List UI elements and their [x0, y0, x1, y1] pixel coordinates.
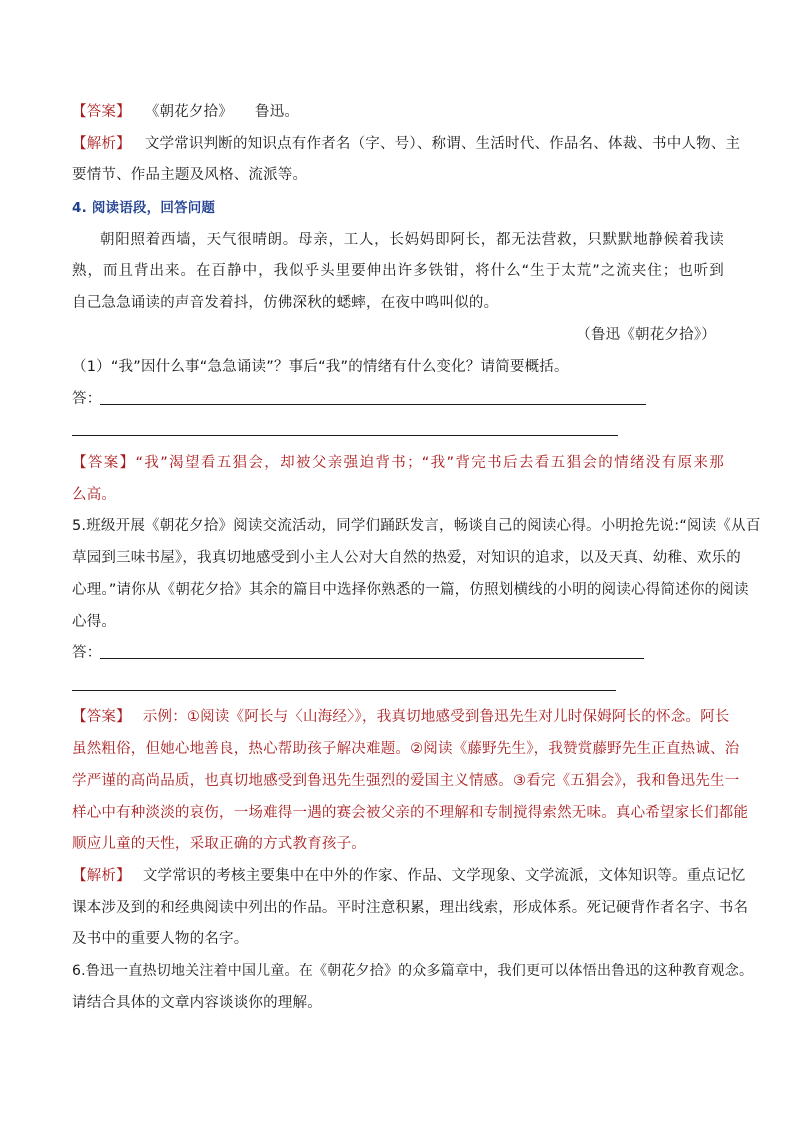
q4-answer-line-2[interactable]: [72, 435, 618, 436]
q5-answer-row-2: 虽然粗俗，但她心地善良，热心帮助孩子解决难题。②阅读《藤野先生》，我赞赏藤野先生正直热诚、治: [72, 741, 740, 757]
q5-question-line-3: 心理。”请你从《朝花夕拾》其余的篇目中选择你熟悉的一篇，仿照划横线的小明的阅读心得简述你的阅读: [72, 582, 749, 598]
q3-analysis-tag: 【解析】: [72, 136, 131, 152]
q4-answer-row-2: 么高。: [72, 487, 117, 503]
q4-answer-label: 答：: [72, 391, 102, 407]
q5-answer-row-4: 样心中有种淡淡的哀伤，一场难得一遇的赛会被父亲的不理解和专制搅得索然无味。真心希望家长们都能: [72, 805, 749, 821]
q4-heading: 4. 阅读语段，回答问题: [72, 200, 216, 216]
q5-answer-line-2[interactable]: [72, 690, 616, 691]
q4-answer-text-1: “我”渴望看五猖会，却被父亲强迫背书；“我”背完书后去看五猖会的情绪没有原来那: [135, 455, 724, 471]
q4-answer-row-1: [72, 453, 724, 473]
q4-passage-line-3: 自己急急诵读的声音发着抖，仿佛深秋的蟋蟀，在夜中鸣叫似的。: [72, 295, 499, 311]
q5-answer-tag: 【答案】: [72, 709, 131, 725]
q4-passage-line-2: 熟，而且背出来。在百静中，我似乎头里要伸出许多铁钳，将什么“生于太荒”之流夹住；也听到: [72, 263, 724, 279]
q4-answer-tag: 【答案】: [72, 455, 136, 471]
q3-analysis-row-2: 要情节、作品主题及风格、流派等。: [72, 167, 308, 183]
q5-answer-text-1: 示例：①阅读《阿长与〈山海经〉》，我真切地感受到鲁迅先生对儿时保姆阿长的怀念。阿长: [142, 709, 730, 725]
q4-source: （鲁迅《朝花夕拾》）: [576, 327, 716, 343]
q5-question-line-1: 5.班级开展《朝花夕拾》阅读交流活动，同学们踊跃发言，畅谈自己的阅读心得。小明抢先说:“阅读《从百: [72, 518, 761, 534]
q5-answer-label: 答：: [72, 645, 102, 661]
q5-analysis-row-2: 课本涉及到的和经典阅读中列出的作品。平时注意积累，理出线索，形成体系。死记硬背作者名字、书名: [72, 900, 749, 916]
q5-analysis-row-1: [72, 866, 746, 886]
q3-answer-row: [72, 102, 724, 122]
q5-question-line-2: 草园到三味书屋》，我真切地感受到小主人公对大自然的热爱，对知识的追求，以及天真、幼稚、欢乐的: [72, 550, 741, 566]
q4-question: （1）“我”因什么事“急急诵读”？事后“我”的情绪有什么变化？请简要概括。: [72, 359, 569, 375]
q3-analysis-text-1: 文学常识判断的知识点有作者名（字、号）、称谓、生活时代、作品名、体裁、书中人物、主: [144, 136, 741, 152]
q5-analysis-tag: 【解析】: [72, 868, 131, 884]
q5-answer-row-1: [72, 707, 730, 727]
q5-answer-row-3: 学严谨的高尚品质，也真切地感受到鲁迅先生强烈的爱国主义情感。③看完《五猖会》，我和鲁迅先生一: [72, 773, 740, 789]
q5-answer-line-1[interactable]: [100, 658, 644, 659]
q6-question-line-2: 请结合具体的文章内容谈谈你的理解。: [72, 995, 322, 1011]
q3-answer-text: 《朝花夕拾》: [144, 104, 234, 120]
q5-analysis-row-3: 及书中的重要人物的名字。: [72, 931, 249, 947]
q5-question-line-4: 心得。: [72, 614, 117, 630]
q5-answer-row-5: 顺应儿童的天性，采取正确的方式教育孩子。: [72, 836, 366, 852]
q3-answer-author: 鲁迅。: [255, 104, 300, 120]
q5-analysis-text-1: 文学常识的考核主要集中在中外的作家、作品、文学现象、文学流派，文体知识等。重点记忆: [142, 868, 746, 884]
q4-answer-line-1[interactable]: [100, 404, 646, 405]
q3-answer-tag: 【答案】: [72, 104, 131, 120]
q3-analysis-row-1: [72, 134, 741, 154]
q6-question-line-1: 6.鲁迅一直热切地关注着中国儿童。在《朝花夕拾》的众多篇章中，我们更可以体悟出鲁迅的这种教育观念。: [72, 963, 754, 979]
q4-passage-line-1: 朝阳照着西墙，天气很晴朗。母亲，工人，长妈妈即阿长，都无法营救，只默默地静候着我读: [100, 232, 724, 248]
